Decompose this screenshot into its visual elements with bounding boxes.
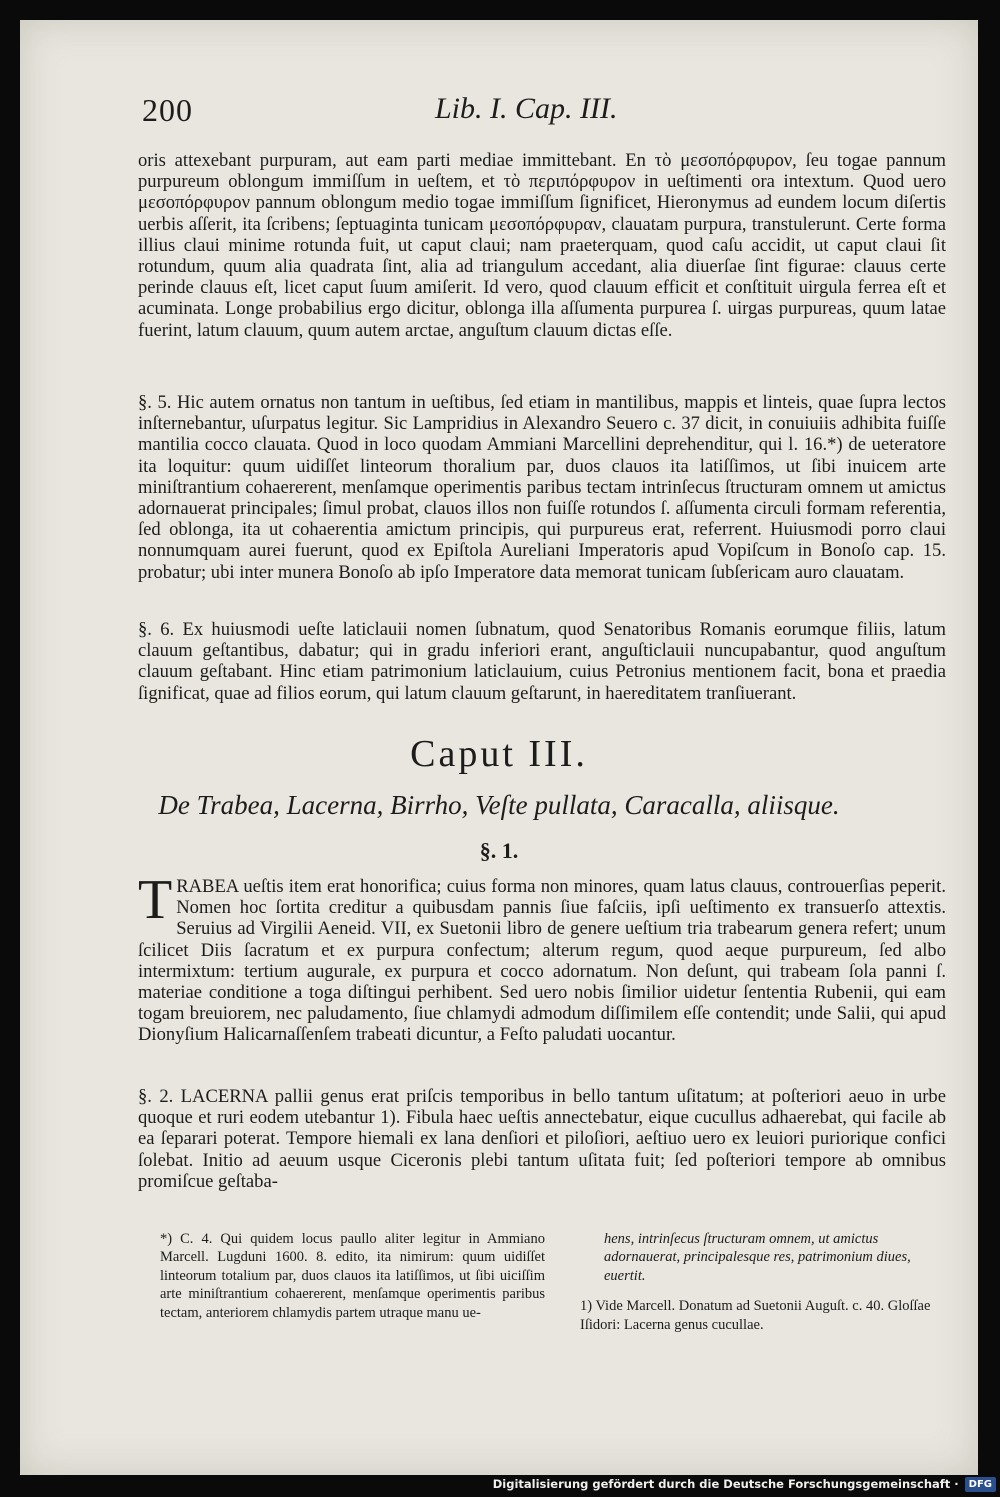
paragraph-trabea xyxy=(138,869,946,1046)
paragraph-lacerna: §. 2. LACERNA pallii genus erat priſcis temporibus in bello tantum uſitatum; at poſteriori aeuo in urbe quoque et ruri eodem utebantur 1). Fibula haec ueſtis annectebatur, eique cucullus adhaerebat, qui facile ab ea ſeparari poterat. Tempore hiemali ex lana denſiori et piloſiori, aeſtiuo uero ex leuiori puriorique confici ſolebat. Initio ad aeuum usque Ciceronis plebi tantum uſitata fuit; ſed poſteriori tempore ab omnibus promiſcue geſtaba- xyxy=(138,1086,946,1192)
footnote-right xyxy=(580,1230,942,1334)
page-header xyxy=(20,92,978,136)
footnote-left: *) C. 4. Qui quidem locus paullo aliter legitur in Ammiano Marcell. Lugduni 1600. 8. edito, ita nimirum: quum uidiſſet linteorum totalium par, duos clauos ita latiſſimos, ut ſibi uiciſſim arte miniſtrantium cohaererent, menſamque operimentis paribus tectam, anteriorem chlamydis partem utraque manu ue- xyxy=(160,1231,545,1321)
footnote-1: 1) Vide Marcell. Donatum ad Suetonii Auguſt. c. 40. Gloſſae Iſidori: Lacerna genus cucullae. xyxy=(580,1298,931,1333)
chapter-title: Caput III. xyxy=(410,733,588,775)
book-page xyxy=(20,20,978,1475)
paragraph-trabea-text: RABEA ueſtis item erat honorifica; cuius forma non minores, quam latus clauus, controuerſias peperit. Nomen hoc ſortita creditur a quibusdam pannis ſiue faſciis, ipſi ueſtimento ex transuerſo attextis. Seruius ad Virgilii Aeneid. VII, ex Suetonii libro de genere ueſtium tria trabearum genera refert; unum ſcilicet Diis ſacratum et ex purpura confectum; alterum regum, quod aeque purpureum, ſed albo intermixtum: tertium augurale, ex purpura et cocco adornatum. Non deſunt, qui trabeam ſola panni ſ. materiae conditione a toga diſtingui perhibent. Sed uero nobis ſimilior uidetur ſententia Rubenii, qui eam togam breuiorem, nec paludamento, ſiue chlamydi admodum diſſimilem eſſe contendit; unde Salii, qui apud Dionyſium Halicarnaſſenſem trabeati dicuntur, a Feſto paludati uocantur. xyxy=(138,876,946,1046)
running-head: Lib. I. Cap. III. xyxy=(435,92,618,125)
paragraph-section-6: §. 6. Ex huiusmodi ueſte laticlauii nomen ſubnatum, quod Senatoribus Romanis eorumque filiis, latum clauum geſtantibus, dabatur; qui in gradu inferiori erant, anguſticlauii nuncupabantur, quod anguſtum clauum geſtabant. Hinc etiam patrimonium laticlauium, cuius Petronius mentionem facit, bona et praedia ſignificat, quae ad filios eorum, qui latum clauum geſtarunt, in haereditatem tranſiuerant. xyxy=(138,619,946,704)
drop-cap: T xyxy=(138,869,173,931)
paragraph-section-5: §. 5. Hic autem ornatus non tantum in ueſtibus, ſed etiam in mantilibus, mappis et linteis, quae ſupra lectos inſternebantur, uſurpatus legitur. Sic Lampridius in Alexandro Seuero c. 37 dicit, in conuiuiis adhibita fuiſſe mantilia cocco clauata. Quod in loco quodam Ammiani Marcellini deprehenditur, qui l. 16.*) de ueteratore ita loquitur: quum uidiſſet linteorum thoralium par, duos clauos ita latiſſimos, ut ſibi inuicem arte miniſtrantium cohaererent, menſamque operimentis paribus tectam intrinſecus ſtructuram omnem ut amictus adornauerat principales; ſimul probat, clauos illos non fuiſſe rotundos ſ. aſſumenta circuli formam referentia, ſed oblonga, ita ut cohaerentia amictum principis, qui purpureus erat, referrent. Huiusmodi porro claui nonnumquam aurei fuerunt, quod ex Epiſtola Aureliani Imperatoris apud Vopiſcum in Bonoſo cap. 15. probatur; ubi inter munera Bonoſo ab ipſo Imperatore data memorat tunicam ſubſericam auro clauatam. xyxy=(138,392,946,583)
footer-credit: Digitalisierung gefördert durch die Deutsche Forschungsgemeinschaft · xyxy=(492,1477,959,1491)
footnote-continuation: hens, intrinſecus ſtructuram omnem, ut amictus adornauerat, principalesque res, patrimonium diues, euertit. xyxy=(604,1231,911,1284)
section-mark: §. 1. xyxy=(479,838,519,863)
chapter-subtitle: De Trabea, Lacerna, Birrho, Veſte pullata, Caracalla, aliisque. xyxy=(158,790,840,820)
dfg-logo-icon: DFG xyxy=(965,1477,996,1492)
digitization-footer xyxy=(493,1473,996,1495)
page-number: 200 xyxy=(142,92,193,128)
paragraph-purpura: oris attexebant purpuram, aut eam parti mediae immittebant. En τὸ μεσοπόρφυρον, ſeu togae pannum purpureum oblongum immiſſum in ueſtem, et τὸ περιπόρφυρον in ueſtimenti ora intextum. Quod uero μεσοπόρφυρον pannum oblongum medio togae immiſſum ſignificet, Hieronymus ad eundem locum diſertis uerbis aſſerit, ita ſcribens; ſeptuaginta tunicam μεσοπόρφυραν, clauatam purpura, transtulerunt. Certe forma illius claui minime rotunda fuit, ut caput claui; nam praeterquam, quod caſu accidit, ut caput claui ſit rotundum, quum alia quadrata ſint, alia ad triangulum accedant, alia diuerſae ſint figurae: clauus certe perinde clauus eſt, licet caput ſuum amiſerit. Id vero, quod clauum efficit et conſtituit uirgula ferrea eſt et acuminata. Longe probabilius ergo dicitur, oblonga illa aſſumenta purpurea ſ. uirgas purpureas, quum latae fuerint, latum clauum, quum autem arctae, anguſtum clauum dictas eſſe. xyxy=(138,150,946,341)
